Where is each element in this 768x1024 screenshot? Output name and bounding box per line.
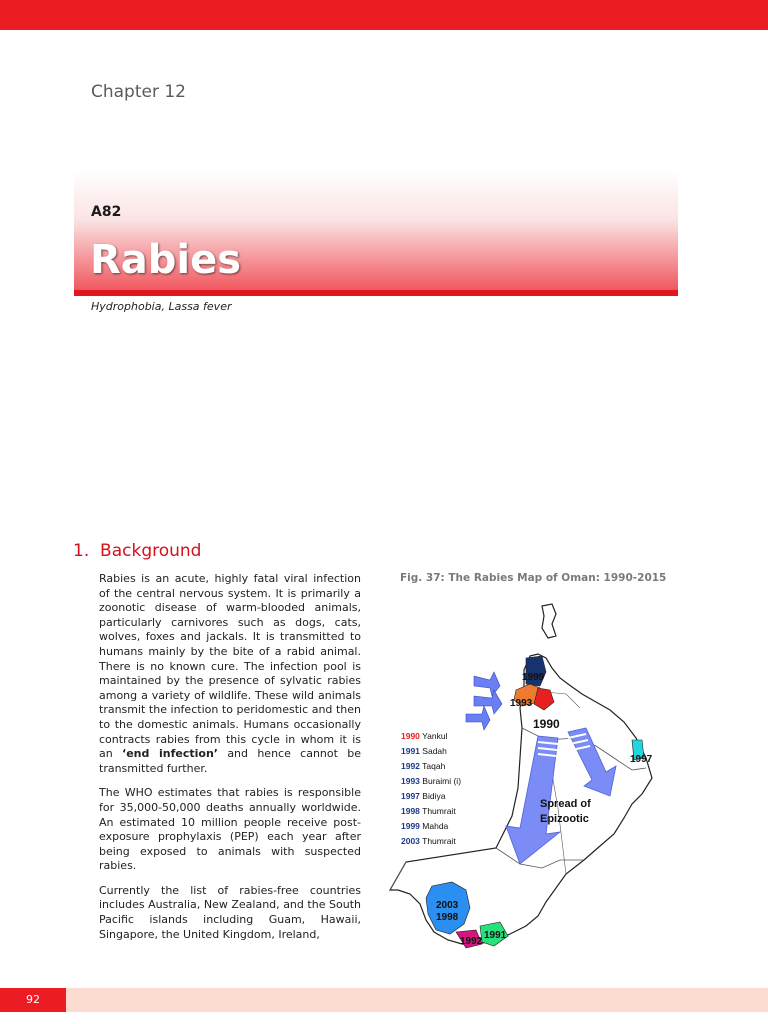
legend-year: 1993 <box>401 776 420 786</box>
map-label: 2003 <box>436 900 459 911</box>
legend-place: Taqah <box>422 761 446 771</box>
section-number: 1. <box>73 541 90 561</box>
footer-bar <box>0 988 768 1012</box>
map-label: Epizootic <box>540 813 589 825</box>
legend-place: Yankul <box>422 731 448 741</box>
legend-item <box>401 774 461 789</box>
section-title: Background <box>100 541 202 561</box>
body-text <box>99 572 361 952</box>
legend-item <box>401 789 461 804</box>
map-label: 1998 <box>436 912 459 923</box>
section-heading <box>73 541 201 561</box>
legend-place: Thumrait <box>422 806 456 816</box>
map-label: 1991 <box>484 930 507 941</box>
page-subtitle: Hydrophobia, Lassa fever <box>91 300 232 313</box>
legend-year: 2003 <box>401 836 420 846</box>
map-label: 1993 <box>510 698 533 709</box>
paragraph: Currently the list of rabies-free countries includes Australia, New Zealand, and the South Pacific islands including Guam, Hawaii, Singapore, the United Kingdom, Ireland, <box>99 883 361 941</box>
paragraph: The WHO estimates that rabies is responsible for 35,000-50,000 deaths annually worldwide. An estimated 10 million people receive post-exposure prophylaxis (PEP) each year after being exposed to animals with suspected rabies. <box>99 786 361 873</box>
paragraph-text: Rabies is an acute, highly fatal viral infection of the central nervous system. It is primarily a zoonotic disease of warm-blooded animals, particularly carnivores such as dogs, cats, wolves, foxes and jackals. It is transmitted to humans mainly by the bite of a rabid animal. There is no known cure. The infection pool is maintained by the presence of sylvatic rabies among a variety of wildlife. These wild animals transmit the infection to peridomestic and then to the domestic animals. Humans occasionally contracts rabies from this cycle in whom it is an <box>99 572 361 761</box>
map-label: 1992 <box>460 936 483 947</box>
legend-item <box>401 834 461 849</box>
map-label: 1997 <box>630 754 653 765</box>
icd-code: A82 <box>91 204 122 220</box>
map-legend <box>401 729 461 849</box>
map-label: 1999 <box>522 672 545 683</box>
musandam-region <box>542 604 556 638</box>
paragraph <box>99 572 361 776</box>
legend-item <box>401 819 461 834</box>
map-label: Spread of <box>540 798 591 810</box>
legend-place: Mahda <box>422 821 449 831</box>
incoming-arrow <box>474 672 500 696</box>
legend-item <box>401 804 461 819</box>
legend-year: 1999 <box>401 821 420 831</box>
emphasis-text: ‘end infection’ <box>122 747 218 761</box>
legend-item <box>401 729 461 744</box>
title-band-rule <box>74 290 678 296</box>
legend-place: Buraimi (i) <box>422 776 462 786</box>
legend-place: Sadah <box>422 746 447 756</box>
figure-caption: Fig. 37: The Rabies Map of Oman: 1990-2015 <box>400 572 667 584</box>
top-red-bar <box>0 0 768 30</box>
page-title: Rabies <box>90 237 242 283</box>
chapter-label: Chapter 12 <box>91 82 187 102</box>
map-label: 1990 <box>533 717 560 731</box>
legend-year: 1992 <box>401 761 420 771</box>
incoming-arrow <box>466 706 490 730</box>
incoming-arrow <box>474 690 502 714</box>
page-number: 92 <box>0 988 66 1012</box>
legend-year: 1998 <box>401 806 420 816</box>
legend-year: 1997 <box>401 791 420 801</box>
legend-year: 1991 <box>401 746 420 756</box>
paragraph-text: and hence cannot be transmitted further. <box>99 747 362 775</box>
legend-year: 1990 <box>401 731 420 741</box>
legend-place: Thumrait <box>422 836 456 846</box>
legend-place: Bidiya <box>422 791 446 801</box>
legend-item <box>401 744 461 759</box>
legend-item <box>401 759 461 774</box>
